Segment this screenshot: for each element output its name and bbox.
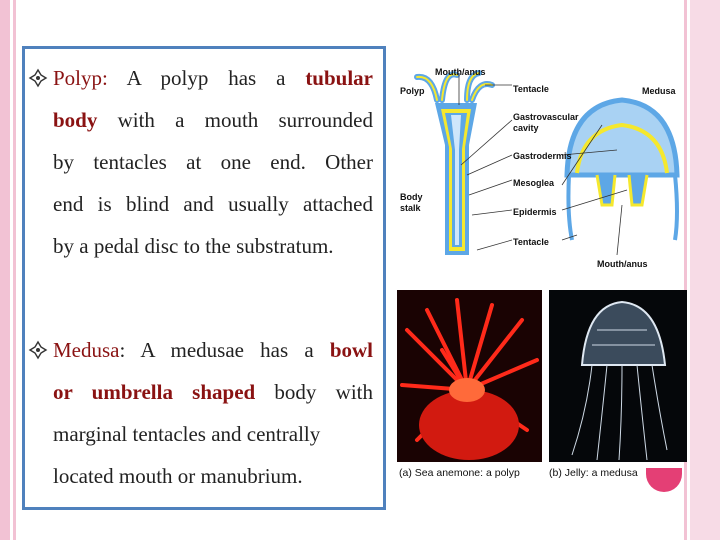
cnidarian-body-plan-diagram (397, 55, 687, 280)
gastrodermis-label: Gastrodermis (513, 151, 572, 161)
sea-anemone-photo (397, 290, 542, 462)
medusa-line-4: located mouth or manubrium. (53, 464, 303, 488)
medusa-line-2 (53, 371, 373, 413)
polyp-line-4: end is blind and usually attached (53, 192, 373, 216)
gastrovascular-label: Gastrovascular (513, 112, 579, 122)
mouth-anus-top-label: Mouth/anus (435, 67, 486, 77)
polyp-line-2 (53, 99, 373, 141)
left-border-thin-stripe (13, 0, 16, 540)
polyp-line-2-text: with a mouth surrounded (97, 108, 373, 132)
body-label: Body (400, 192, 423, 202)
tentacle-bottom-label: Tentacle (513, 237, 549, 247)
medusa-colon: : (119, 338, 126, 362)
polyp-paragraph (53, 57, 373, 267)
tentacle-top-label: Tentacle (513, 84, 549, 94)
sea-anemone-caption: (a) Sea anemone: a polyp (399, 467, 520, 479)
medusa-line-1 (53, 329, 373, 371)
body-emphasis: body (53, 108, 98, 132)
right-border-stripe (690, 0, 720, 540)
bowl-emphasis: bowl (329, 338, 373, 362)
medusa-term: Medusa (53, 338, 120, 362)
umbrella-emphasis: or umbrella shaped (53, 380, 256, 404)
polyp-term: Polyp: (53, 66, 108, 90)
medusa-line-2-text: body with (255, 380, 373, 404)
polyp-line-3: by tentacles at one end. Other (53, 150, 373, 174)
medusa-illustration (567, 100, 677, 240)
medusa-line-1-text: A medusae has a (125, 338, 330, 362)
medusa-line-3: marginal tentacles and centrally (53, 422, 321, 446)
polyp-title: Polyp (400, 86, 425, 96)
mouth-anus-bottom-label: Mouth/anus (597, 259, 648, 269)
polyp-line-1-text: A polyp has a (107, 66, 306, 90)
polyp-line-1 (53, 57, 373, 99)
medusa-paragraph (53, 329, 373, 497)
mesoglea-label: Mesoglea (513, 178, 555, 188)
polyp-illustration (417, 73, 492, 255)
tubular-emphasis: tubular (305, 66, 373, 90)
jelly-caption: (b) Jelly: a medusa (549, 467, 638, 479)
polyp-medusa-photos (397, 290, 687, 485)
diamond-bullet-icon (28, 340, 48, 360)
diamond-bullet-icon (28, 68, 48, 88)
medusa-title: Medusa (642, 86, 676, 96)
jellyfish-photo (549, 290, 687, 462)
polyp-line-5: by a pedal disc to the substratum. (53, 234, 334, 258)
cavity-label: cavity (513, 123, 539, 133)
epidermis-label: Epidermis (513, 207, 557, 217)
stalk-label: stalk (400, 203, 421, 213)
left-border-stripe (0, 0, 10, 540)
